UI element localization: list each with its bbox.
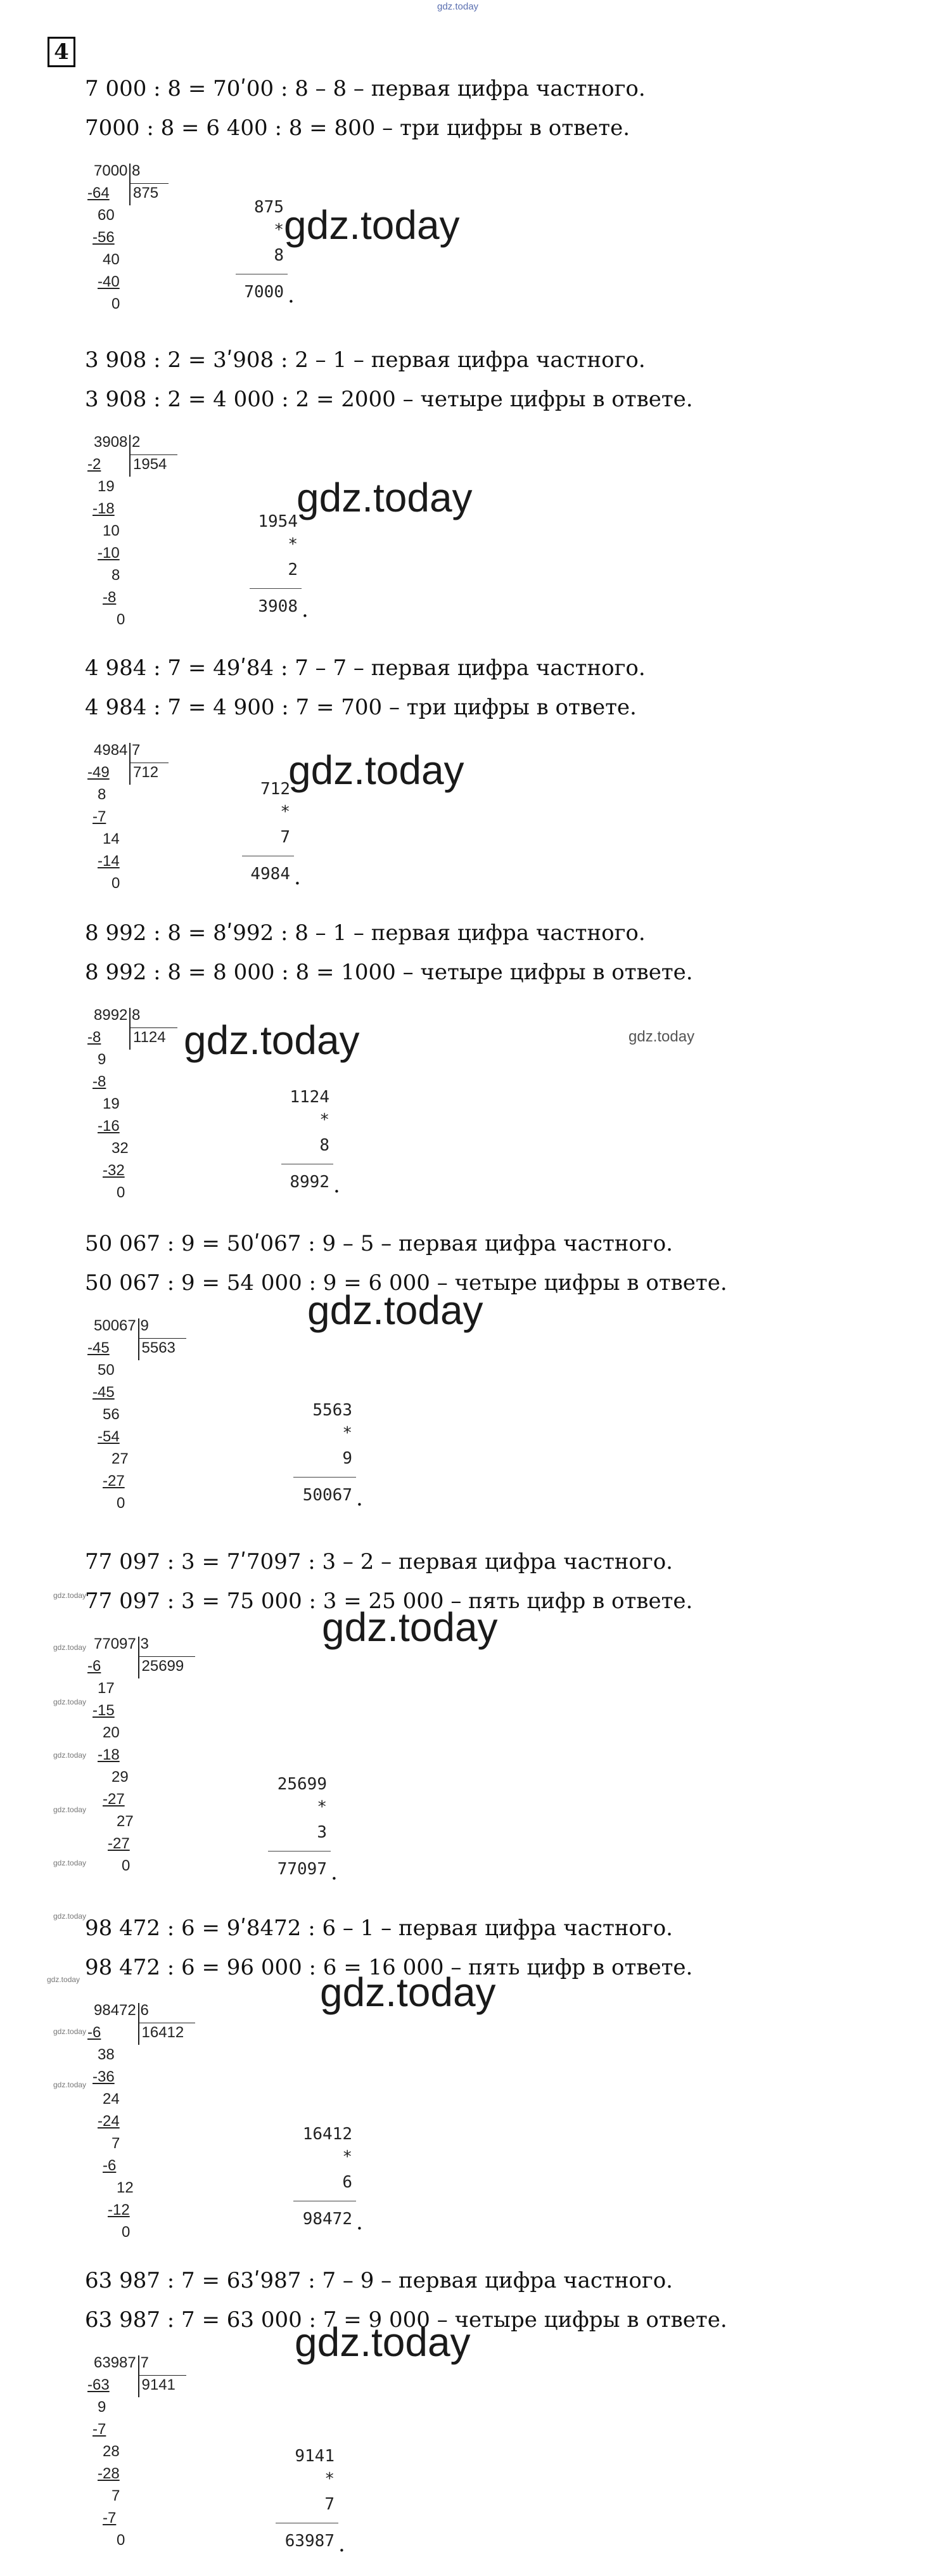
equation-digit-count: 7000 : 8 = 6 400 : 8 = 800 – три цифры в ответе. [85,115,630,141]
remainder: 28 [103,2443,120,2460]
subtrahend: -2 [87,456,101,473]
check-divisor: 3 [317,1823,327,1842]
watermark-tiny: gdz.today [53,1697,87,1706]
check-divisor: 7 [324,2495,335,2514]
dividend: 98472 [94,2002,136,2019]
division-bar [138,2355,139,2397]
remainder: 56 [103,1406,120,1423]
subtrahend: -40 [98,273,120,290]
division-line [138,1656,195,1657]
equation-first-digit: 8 992 : 8 = 8ʹ992 : 8 – 1 – первая цифра частного. [85,920,646,946]
check-quotient: 16412 [302,2125,352,2144]
check-quotient: 9141 [295,2447,335,2466]
multiplication-check [163,780,290,887]
subtrahend: -27 [108,1835,130,1852]
division-bar [138,2003,139,2045]
watermark-tiny: gdz.today [53,1858,87,1867]
watermark-big: gdz.today [295,2319,471,2365]
quotient: 712 [133,764,159,781]
subtrahend: -8 [87,1029,101,1046]
equation-first-digit: 98 472 : 6 = 9ʹ8472 : 6 – 1 – первая цифра частного. [85,1916,673,1941]
watermark-tiny: gdz.today [53,2080,87,2089]
multiplication-check [208,2447,335,2554]
check-product: 50067 [302,1486,352,1505]
subtrahend: -7 [103,2509,117,2527]
watermark-big: gdz.today [320,1969,496,2015]
subtrahend: -15 [92,1702,115,1719]
subtrahend: -6 [87,2024,101,2041]
subtrahend: -54 [98,1428,120,1445]
task-number: 4 [54,39,69,65]
remainder: 8 [98,786,106,803]
check-product: 4984 [250,865,290,884]
end-dot: . [338,2532,345,2557]
divisor: 7 [132,742,141,759]
subtrahend: -63 [87,2376,110,2393]
subtrahend: -8 [103,589,117,606]
check-times-sign: * [319,1111,329,1130]
quotient: 1954 [133,456,167,473]
check-quotient: 875 [254,198,284,217]
subtrahend: -36 [92,2068,115,2085]
division-bar [129,1008,131,1050]
subtrahend: -28 [98,2465,120,2482]
check-line [293,1477,356,1478]
subtrahend: -16 [98,1117,120,1135]
equation-digit-count: 63 987 : 7 = 63 000 : 7 = 9 000 – четыре цифры в ответе. [85,2307,727,2333]
subtrahend: -64 [87,184,110,202]
equation-digit-count: 8 992 : 8 = 8 000 : 8 = 1000 – четыре цифры в ответе. [85,960,693,985]
division-line [129,1027,177,1028]
remainder: 0 [117,2532,125,2549]
remainder: 0 [117,1184,125,1201]
subtrahend: -7 [92,808,106,825]
end-dot: . [356,1486,363,1511]
subtrahend: -45 [92,1384,115,1401]
quotient: 5563 [141,1339,175,1356]
check-product: 3908 [258,597,298,616]
check-times-sign: * [280,802,290,821]
dividend: 50067 [94,1317,136,1334]
check-line [268,1851,331,1852]
remainder: 60 [98,207,115,224]
dividend: 4984 [94,742,128,759]
subtrahend: -18 [92,500,115,517]
check-product: 63987 [284,2532,335,2551]
equation-first-digit: 3 908 : 2 = 3ʹ908 : 2 – 1 – первая цифра частного. [85,347,646,373]
remainder: 0 [112,295,120,312]
remainder: 8 [112,567,120,584]
check-product: 7000 [244,283,284,302]
equation-first-digit: 7 000 : 8 = 70ʹ00 : 8 – 8 – первая цифра частного. [85,76,646,101]
multiplication-check [226,2125,352,2232]
check-quotient: 712 [260,780,290,799]
remainder: 14 [103,830,120,847]
subtrahend: -32 [103,1162,125,1179]
end-dot: . [333,1173,340,1198]
check-times-sign: * [342,1424,352,1443]
divisor: 7 [140,2354,149,2371]
watermark-big: gdz.today [297,475,473,520]
multiplication-check [171,512,298,620]
subtrahend: -49 [87,764,110,781]
remainder: 7 [112,2135,120,2152]
remainder: 0 [117,1495,125,1512]
remainder: 24 [103,2090,120,2108]
check-quotient: 1954 [258,512,298,531]
watermark-big: gdz.today [288,747,464,793]
remainder: 20 [103,1724,120,1741]
subtrahend: -56 [92,229,115,246]
remainder: 7 [112,2487,120,2504]
check-divisor: 2 [288,560,298,579]
subtrahend: -12 [108,2201,130,2219]
dividend: 7000 [94,162,128,179]
subtrahend: -6 [103,2157,117,2174]
end-dot: . [294,865,301,890]
watermark-big: gdz.today [284,202,460,248]
remainder: 0 [122,2224,131,2241]
task-number-box [48,37,75,67]
check-times-sign: * [274,221,284,240]
check-quotient: 25699 [277,1775,327,1794]
check-product: 98472 [302,2210,352,2229]
watermark-big: gdz.today [307,1287,483,1333]
equation-digit-count: 4 984 : 7 = 4 900 : 7 = 700 – три цифры в ответе. [85,695,637,720]
remainder: 17 [98,1680,115,1697]
check-product: 8992 [290,1173,329,1192]
check-times-sign: * [317,1798,327,1817]
equation-first-digit: 77 097 : 3 = 7ʹ7097 : 3 – 2 – первая цифра частного. [85,1549,673,1575]
multiplication-check [226,1401,352,1509]
quotient: 16412 [141,2024,184,2041]
equation-digit-count: 50 067 : 9 = 54 000 : 9 = 6 000 – четыре цифры в ответе. [85,1270,727,1296]
remainder: 9 [98,1051,106,1068]
remainder: 32 [112,1140,129,1157]
watermark-tiny: gdz.today [53,1805,87,1814]
division-line [129,183,169,184]
check-divisor: 7 [280,828,290,847]
divisor: 6 [140,2002,149,2019]
watermark-tiny: gdz.today [53,1912,87,1921]
check-times-sign: * [324,2470,335,2489]
remainder: 9 [98,2399,106,2416]
remainder: 27 [112,1450,129,1467]
division-bar [138,1318,139,1360]
watermark-big: gdz.today [184,1017,360,1063]
check-product: 77097 [277,1860,327,1879]
equation-first-digit: 50 067 : 9 = 50ʹ067 : 9 – 5 – первая цифра частного. [85,1231,673,1256]
division-line [138,2375,186,2376]
remainder: 10 [103,522,120,539]
remainder: 38 [98,2046,115,2063]
header-watermark: gdz.today [437,1,479,12]
division-bar [138,1637,139,1678]
subtrahend: -27 [103,1472,125,1490]
division-line [129,454,177,455]
division-bar [129,743,131,785]
subtrahend: -14 [98,853,120,870]
subtrahend: -7 [92,2421,106,2438]
subtrahend: -18 [98,1746,120,1763]
remainder: 0 [112,875,120,892]
quotient: 9141 [141,2376,175,2393]
subtrahend: -6 [87,1658,101,1675]
check-divisor: 9 [342,1449,352,1468]
divisor: 8 [132,1007,141,1024]
division-bar [129,435,131,477]
check-times-sign: * [342,2148,352,2167]
subtrahend: -8 [92,1073,106,1090]
check-divisor: 8 [274,246,284,265]
watermark-small: gdz.today [628,1028,695,1045]
dividend: 63987 [94,2354,136,2371]
end-dot: . [356,2210,363,2235]
remainder: 19 [103,1095,120,1112]
division-line [138,1338,186,1339]
remainder: 0 [122,1857,131,1874]
remainder: 0 [117,611,125,628]
quotient: 1124 [133,1029,166,1046]
divisor: 2 [132,434,141,451]
remainder: 19 [98,478,115,495]
subtrahend: -45 [87,1339,110,1356]
equation-digit-count: 98 472 : 6 = 96 000 : 6 = 16 000 – пять цифр в ответе. [85,1955,693,1980]
multiplication-check [157,198,284,306]
division-bar [129,164,131,205]
equation-first-digit: 4 984 : 7 = 49ʹ84 : 7 – 7 – первая цифра частного. [85,655,646,681]
end-dot: . [331,1860,338,1885]
multiplication-check [203,1088,329,1195]
divisor: 9 [140,1317,149,1334]
check-divisor: 6 [342,2173,352,2192]
remainder: 50 [98,1362,115,1379]
divisor: 3 [140,1635,149,1652]
equation-first-digit: 63 987 : 7 = 63ʹ987 : 7 – 9 – первая цифра частного. [85,2268,673,2293]
check-line [250,588,302,589]
end-dot: . [302,597,309,622]
quotient: 25699 [141,1658,184,1675]
quotient: 875 [133,184,159,202]
check-times-sign: * [288,535,298,554]
check-quotient: 1124 [290,1088,329,1107]
watermark-big: gdz.today [322,1604,498,1650]
dividend: 3908 [94,434,128,451]
check-quotient: 5563 [312,1401,352,1420]
watermark-tiny: gdz.today [47,1975,80,1984]
dividend: 8992 [94,1007,128,1024]
watermark-tiny: gdz.today [53,2027,87,2036]
remainder: 40 [103,251,120,268]
equation-digit-count: 3 908 : 2 = 4 000 : 2 = 2000 – четыре цифры в ответе. [85,387,693,412]
subtrahend: -27 [103,1791,125,1808]
check-divisor: 8 [319,1136,329,1155]
watermark-tiny: gdz.today [53,1591,87,1600]
multiplication-check [200,1775,327,1883]
dividend: 77097 [94,1635,136,1652]
remainder: 29 [112,1768,129,1786]
remainder: 27 [117,1813,134,1830]
equation-digit-count: 77 097 : 3 = 75 000 : 3 = 25 000 – пять цифр в ответе. [85,1588,693,1614]
subtrahend: -10 [98,544,120,562]
remainder: 12 [117,2179,134,2196]
subtrahend: -24 [98,2113,120,2130]
watermark-tiny: gdz.today [53,1751,87,1760]
divisor: 8 [132,162,141,179]
end-dot: . [288,283,295,308]
watermark-tiny: gdz.today [53,1643,87,1652]
